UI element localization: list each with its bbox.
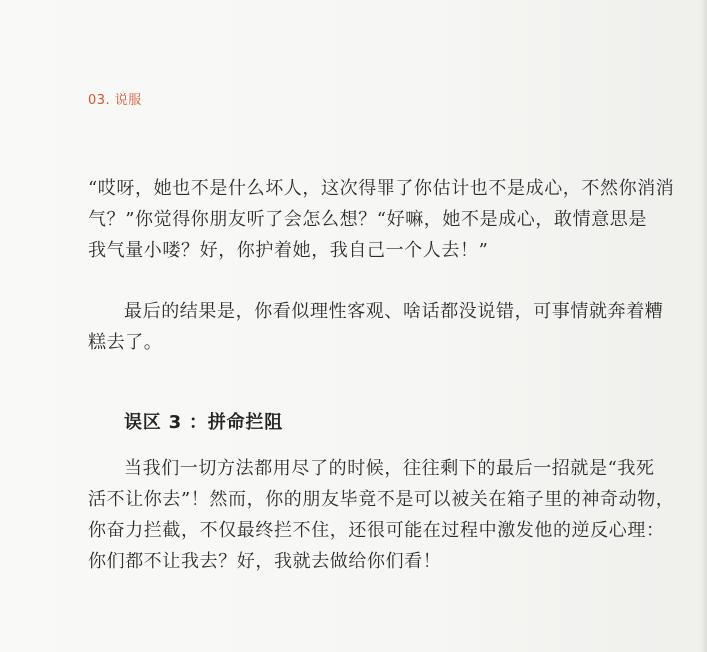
text-line: “哎呀，她也不是什么坏人，这次得罪了你估计也不是成心，不然你消消 bbox=[88, 178, 675, 199]
text-line: 当我们一切方法都用尽了的时候，往往剩下的最后一招就是“我死 bbox=[124, 458, 655, 479]
paragraph-section-body bbox=[88, 453, 678, 577]
text-line: 糕去了。 bbox=[88, 332, 163, 353]
paragraph-result bbox=[88, 296, 678, 358]
paragraph-dialogue bbox=[88, 173, 678, 266]
page-edge-shadow bbox=[701, 0, 707, 652]
text-line: 气？”你觉得你朋友听了会怎么想？“好嘛，她不是成心，敢情意思是 bbox=[88, 209, 648, 230]
text-line: 你奋力拦截，不仅最终拦不住，还很可能在过程中激发他的逆反心理： bbox=[88, 520, 665, 541]
text-line: 活不让你去”！然而，你的朋友毕竟不是可以被关在箱子里的神奇动物， bbox=[88, 489, 675, 510]
text-line: 我气量小喽？好，你护着她，我自己一个人去！” bbox=[88, 240, 489, 261]
section-heading: 误区 3 ：拼命拦阻 bbox=[124, 412, 284, 433]
text-line: 最后的结果是，你看似理性客观、啥话都没说错，可事情就奔着糟 bbox=[124, 301, 664, 322]
text-line: 你们都不让我去？好，我就去做给你们看！ bbox=[88, 551, 442, 572]
chapter-header: 03. 说服 bbox=[88, 93, 142, 108]
